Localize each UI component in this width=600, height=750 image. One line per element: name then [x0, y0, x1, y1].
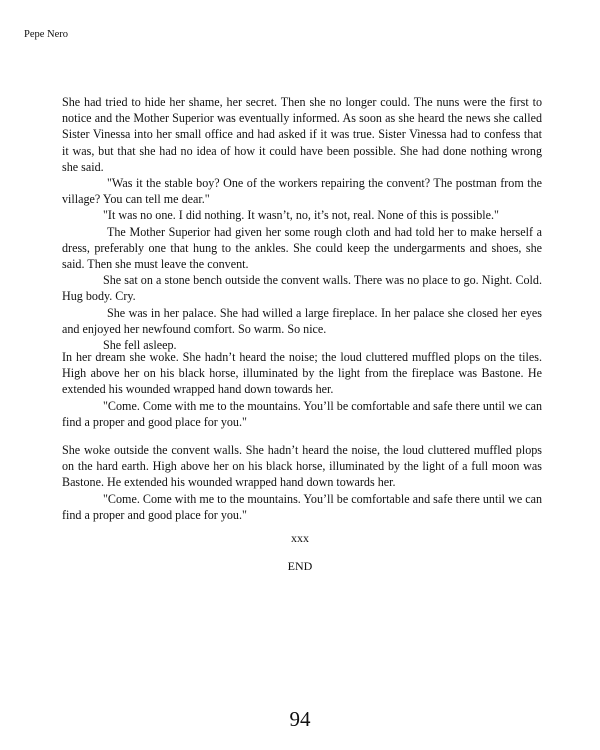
end-marker: END [287, 559, 313, 573]
section-3 [62, 442, 542, 523]
paragraph: She had tried to hide her shame, her secret. Then she no longer could. The nuns were the first to notice and the Mother Superior was eventually informed. As soon as she heard the news she called Sister Vinessa into her small office and had asked if it was true. Sister Vinessa had to confess that it was, but that she had no idea of how it could have been possible. She had done nothing wrong she said. [62, 95, 542, 174]
paragraph: "Come. Come with me to the mountains. You’ll be comfortable and safe there until we can find a proper and good place for you." [62, 491, 542, 522]
paragraph: She woke outside the convent walls. She hadn’t heard the noise, the loud cluttered muffled plops on the hard earth. High above her on his black horse, illuminated by the light of a full moon was Bastone. He extended his wounded wrapped hand down towards her. [62, 443, 542, 490]
paragraph: The Mother Superior had given her some rough cloth and had told her to make herself a dress, preferably one that hung to the ankles. She could keep the undergarments and shoes, she said. Then she must leave the convent. [62, 224, 542, 272]
paragraph: She sat on a stone bench outside the convent walls. There was no place to go. Night. Cold. Hug body. Cry. [62, 273, 542, 304]
page-number: 94 [289, 707, 311, 731]
section-1 [62, 94, 542, 353]
paragraph: "It was no one. I did nothing. It wasn’t, no, it’s not, real. None of this is possible." [103, 208, 499, 223]
paragraph: "Come. Come with me to the mountains. You’ll be comfortable and safe there until we can find a proper and good place for you." [62, 398, 542, 429]
paragraph: She was in her palace. She had willed a large fireplace. In her palace she closed her eyes and enjoyed her newfound comfort. So warm. So nice. [62, 305, 542, 336]
running-header: Pepe Nero [24, 29, 69, 40]
section-break: xxx [291, 531, 309, 545]
section-2 [62, 349, 542, 430]
paragraph: "Was it the stable boy? One of the workers repairing the convent? The postman from the village? You can tell me dear." [62, 176, 542, 207]
paragraph: In her dream she woke. She hadn’t heard the noise; the loud cluttered muffled plops on the tiles. High above her on his black horse, illuminated by the light from the fireplace was Bastone. He extended his wounded wrapped hand down towards her. [62, 350, 542, 397]
paragraph: She fell asleep. [103, 338, 177, 353]
